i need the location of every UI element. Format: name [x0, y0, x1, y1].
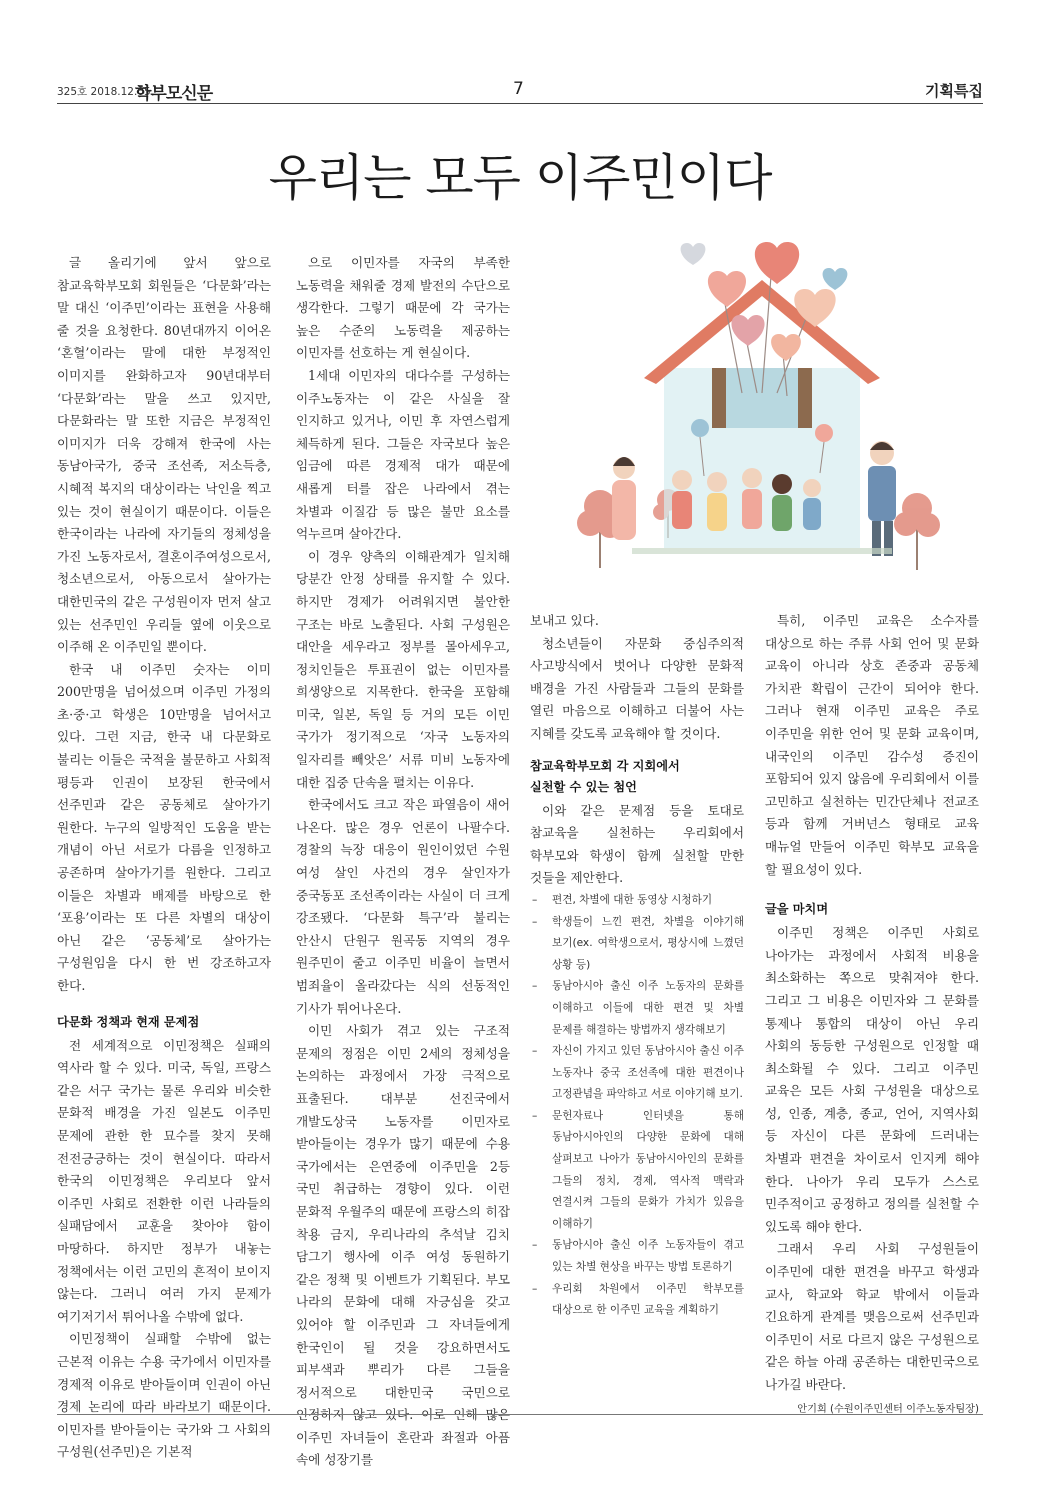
- list-item: – 동남아시아 출신 이주 노동자들이 겪고 있는 차별 현상을 바꾸는 방법 토론하기: [530, 1235, 744, 1278]
- family-house-illustration: [572, 218, 942, 598]
- section-heading: 글을 마치며: [765, 902, 829, 917]
- section-heading: [530, 756, 744, 798]
- page-number: 7: [513, 79, 524, 99]
- paragraph: 한국에서도 크고 작은 파열음이 새어 나온다. 많은 경우 언론이 나팔수다. 경찰의 늑장 대응이 원인이었던 수원 여성 살인 사건의 경우 살인자가 중국동포 조선족이라는 사실이 더 크게 강조됐다. ‘다문화 특구’라 불리는 안산시 단원구 원곡동 지역의 경우 원주민이 줄고 이주민 비율이 늘면서 범죄율이 올라갔다는 식의 선동적인 기사가 튀어나온다.: [296, 797, 510, 1016]
- issue-date: 325호 2018.12.05.: [57, 86, 154, 98]
- list-item: – 문헌자료나 인터넷을 통해 동남아시아인의 다양한 문화에 대해 살펴보고 나아가 동남아시아인의 문화를 그들의 정치, 경제, 역사적 맥락과 연결시켜 그들의 문화가 가치가 있음을 이해하기: [530, 1106, 744, 1236]
- article-column-3: [530, 610, 744, 1322]
- heading-line: 실천할 수 있는 첨언: [530, 779, 637, 794]
- header-rule: [57, 103, 983, 104]
- paragraph: 1세대 이민자의 대다수를 구성하는 이주노동자는 이 같은 사실을 잘 인지하고 있거나, 이민 후 자연스럽게 체득하게 된다. 그들은 자국보다 높은 임금에 따른 경제적 대가 때문에 새롭게 터를 잡은 나라에서 겪는 차별과 이질감 등 많은 불만 요소를 억누르며 살아간다.: [296, 367, 510, 542]
- paragraph: 으로 이민자를 자국의 부족한 노동력을 채워줄 경제 발전의 수단으로 생각한다. 그렇기 때문에 각 국가는 높은 수준의 노동력을 제공하는 이민자를 선호하는 게 현실이다.: [296, 255, 510, 361]
- article-column-2: [296, 252, 510, 1472]
- newspaper-logo: 학부모신문: [135, 84, 213, 104]
- mother-figure: [612, 457, 636, 540]
- list-item: – 학생들이 느낀 편견, 차별을 이야기해 보기(ex. 여학생으로서, 평상시에 느꼈던 상황 등): [530, 912, 744, 977]
- paragraph: 글 올리기에 앞서 앞으로 참교육학부모회 회원들은 ‘다문화’라는 말 대신 ‘이주민’이라는 표현을 사용해 줄 것을 요청한다. 80년대까지 이어온 ‘혼혈’이라는 말에 대한 부정적인 이미지를 완화하고자 90년대부터 ‘다문화’라는 말을 쓰고 있지만, 다문화라는 말 또한 지금은 부정적인 이미지가 더욱 강해져 한국에 사는 동남아국가, 중국 조선족, 저소득층, 시혜적 복지의 대상이라는 낙인을 찍고 있는 것이 현실이기 때문이다. 이들은 한국이라는 나라에 자기들의 정체성을 가진 노동자로서, 결혼이주여성으로서, 청소년으로서, 아동으로서 살아가는 대한민국의 같은 구성원이자 먼저 살고 있는 선주민인 우리들 옆에 이웃으로 이주해 온 이주민일 뿐이다.: [57, 255, 271, 655]
- list-item: – 우리회 차원에서 이주민 학부모를 대상으로 한 이주민 교육을 계획하기: [530, 1279, 744, 1322]
- paragraph: 특히, 이주민 교육은 소수자를 대상으로 하는 주류 사회 언어 및 문화 교육이 아니라 상호 존중과 공동체 가치관 확립이 근간이 되어야 한다. 그러나 현재 이주민 교육은 주로 이주민을 위한 언어 및 문화 교육이며, 내국인의 이주민 감수성 증진이 포함되어 있지 않음에 우리회에서 이를 고민하고 실천하는 민간단체나 전교조 등과 함께 거버넌스 형태로 교육 매뉴얼 만들어 이주민 학부모 교육을 할 필요성이 있다.: [765, 613, 979, 877]
- list-item: – 자신이 가지고 있던 동남아시아 출신 이주 노동자나 중국 조선족에 대한 편견이나 고정관념을 파악하고 서로 이야기해 보기.: [530, 1041, 744, 1106]
- article-column-1: [57, 252, 271, 1464]
- suggestion-list: [530, 890, 744, 1322]
- article-column-4: [765, 610, 979, 1421]
- father-figure: [868, 441, 896, 556]
- paragraph: 이 경우 양측의 이해관계가 일치해 당분간 안정 상태를 유지할 수 있다. 하지만 경제가 어려워지면 불안한 구조는 바로 노출된다. 사회 구성원은 대안을 세우라고 정부를 몰아세우고, 정치인들은 투표권이 없는 이민자를 희생양으로 지목한다. 한국을 포함해 미국, 일본, 독일 등 거의 모든 이민 국가가 정기적으로 ‘자국 노동자의 일자리를 빼앗은’ 서류 미비 노동자에 대한 집중 단속을 펼치는 이유다.: [296, 548, 510, 790]
- paragraph: 보내고 있다.: [530, 613, 599, 628]
- tree-icon: [894, 493, 940, 570]
- list-item: – 편견, 차별에 대한 동영상 시청하기: [530, 890, 744, 912]
- paragraph: 청소년들이 자문화 중심주의적 사고방식에서 벗어나 다양한 문화적 배경을 가진 사람들과 그들의 문화를 열린 마음으로 이해하고 더불어 사는 지혜를 갖도록 교육해야 할 것이다.: [530, 635, 744, 741]
- paragraph: 이와 같은 문제점 등을 토대로 참교육을 실천하는 우리회에서 학부모와 학생이 함께 실천할 만한 것들을 제안한다.: [530, 802, 744, 886]
- section-heading: 다문화 정책과 현재 문제점: [57, 1014, 200, 1029]
- paragraph: 이주민 정책은 이주민 사회로 나아가는 과정에서 사회적 비용을 최소화하는 쪽으로 맞춰져야 한다. 그리고 그 비용은 이민자와 그 문화를 통제나 통합의 대상이 아닌 우리 사회의 동등한 구성원으로 인정할 때 최소화될 수 있다. 그리고 이주민 교육은 모든 사회 구성원을 대상으로 성, 인종, 계층, 종교, 언어, 지역사회 등 자신이 다른 문화에 드러내는 차별과 편견을 차이로서 인지케 해야 한다. 나아가 우리 모두가 스스로 민주적이고 공정하고 정의를 실천할 수 있도록 해야 한다.: [765, 925, 979, 1234]
- author-byline: 안기희 (수원이주민센터 이주노동자팀장): [797, 1403, 979, 1415]
- list-item: – 동남아시아 출신 이주 노동자의 문화를 이해하고 이들에 대한 편견 및 차별 문제를 해결하는 방법까지 생각해보기: [530, 976, 744, 1041]
- paragraph: 한국 내 이주민 숫자는 이미 200만명을 넘어섰으며 이주민 가정의 초·중·고 학생은 10만명을 넘어서고 있다. 그런 지금, 한국 내 다문화로 불리는 이들은 국적을 불문하고 사회적 평등과 인권이 보장된 한국에서 선주민과 같은 공동체로 살아가기 원한다. 누구의 일방적인 도움을 받는 개념이 아닌 서로가 다름을 인정하고 공존하며 살아가기를 원한다. 그리고 이들은 차별과 배제를 바탕으로 한 ‘포용’이라는 또 다른 차별의 대상이 아닌 같은 ‘공동체’로 살아가는 구성원임을 다시 한 번 강조하고자 한다.: [57, 661, 271, 993]
- footer-rule: [57, 1414, 983, 1415]
- article-title: 우리는 모두 이주민이다: [268, 149, 772, 207]
- paragraph: 그래서 우리 사회 구성원들이 이주민에 대한 편견을 바꾸고 학생과 교사, 학교와 학교 밖에서 이들과 긴요하게 관계를 맺음으로써 선주민과 이주민이 서로 다르지 않은 구성원으로 같은 하늘 아래 공존하는 대한민국으로 나가길 바란다.: [765, 1241, 979, 1392]
- paragraph: 이민 사회가 겪고 있는 구조적 문제의 정점은 이민 2세의 정체성을 논의하는 과정에서 가장 극적으로 표출된다. 대부분 선진국에서 개발도상국 노동자를 이민자로 받아들이는 경우가 많기 때문에 수용 국가에서는 은연중에 이주민을 2등 국민 취급하는 경향이 있다. 이런 문화적 우월주의 때문에 프랑스의 히잡 착용 금지, 우리나라의 추석날 김치 담그기 행사에 이주 여성 동원하기 같은 정책 및 이벤트가 기획된다. 부모 나라의 문화에 대해 자긍심을 갖고 있어야 할 이주민과 그 자녀들에게 한국인이 될 것을 강요하면서도 피부색과 뿌리가 다른 그들을 정서적으로 대한민국 국민으로 인정하지 않고 있다. 이로 인해 많은 이주민 자녀들이 혼란과 좌절과 아픔 속에 성장기를: [296, 1023, 510, 1468]
- paragraph: 이민정책이 실패할 수밖에 없는 근본적 이유는 수용 국가에서 이민자를 경제적 이유로 받아들이며 인권이 아닌 경제 논리에 따라 바라보기 때문이다. 이민자를 받아들이는 국가와 그 사회의 구성원(선주민)은 기본적: [57, 1331, 271, 1460]
- paragraph: 전 세계적으로 이민정책은 실패의 역사라 할 수 있다. 미국, 독일, 프랑스 같은 서구 국가는 물론 우리와 비슷한 문화적 배경을 가진 일본도 이주민 문제에 관한 한 묘수를 찾지 못해 전전긍긍하는 것이 현실이다. 따라서 한국의 이민정책은 우리보다 앞서 이주민 사회로 전환한 이런 나라들의 실패담에서 교훈을 찾아야 함이 마땅하다. 하지만 정부가 내놓는 정책에서는 이런 고민의 흔적이 보이지 않는다. 그러니 여러 가지 문제가 여기저기서 튀어나올 수밖에 없다.: [57, 1037, 271, 1324]
- heading-line: 참교육학부모회 각 지회에서: [530, 758, 680, 773]
- section-label: 기획특집: [925, 82, 983, 100]
- page-header: [57, 78, 983, 106]
